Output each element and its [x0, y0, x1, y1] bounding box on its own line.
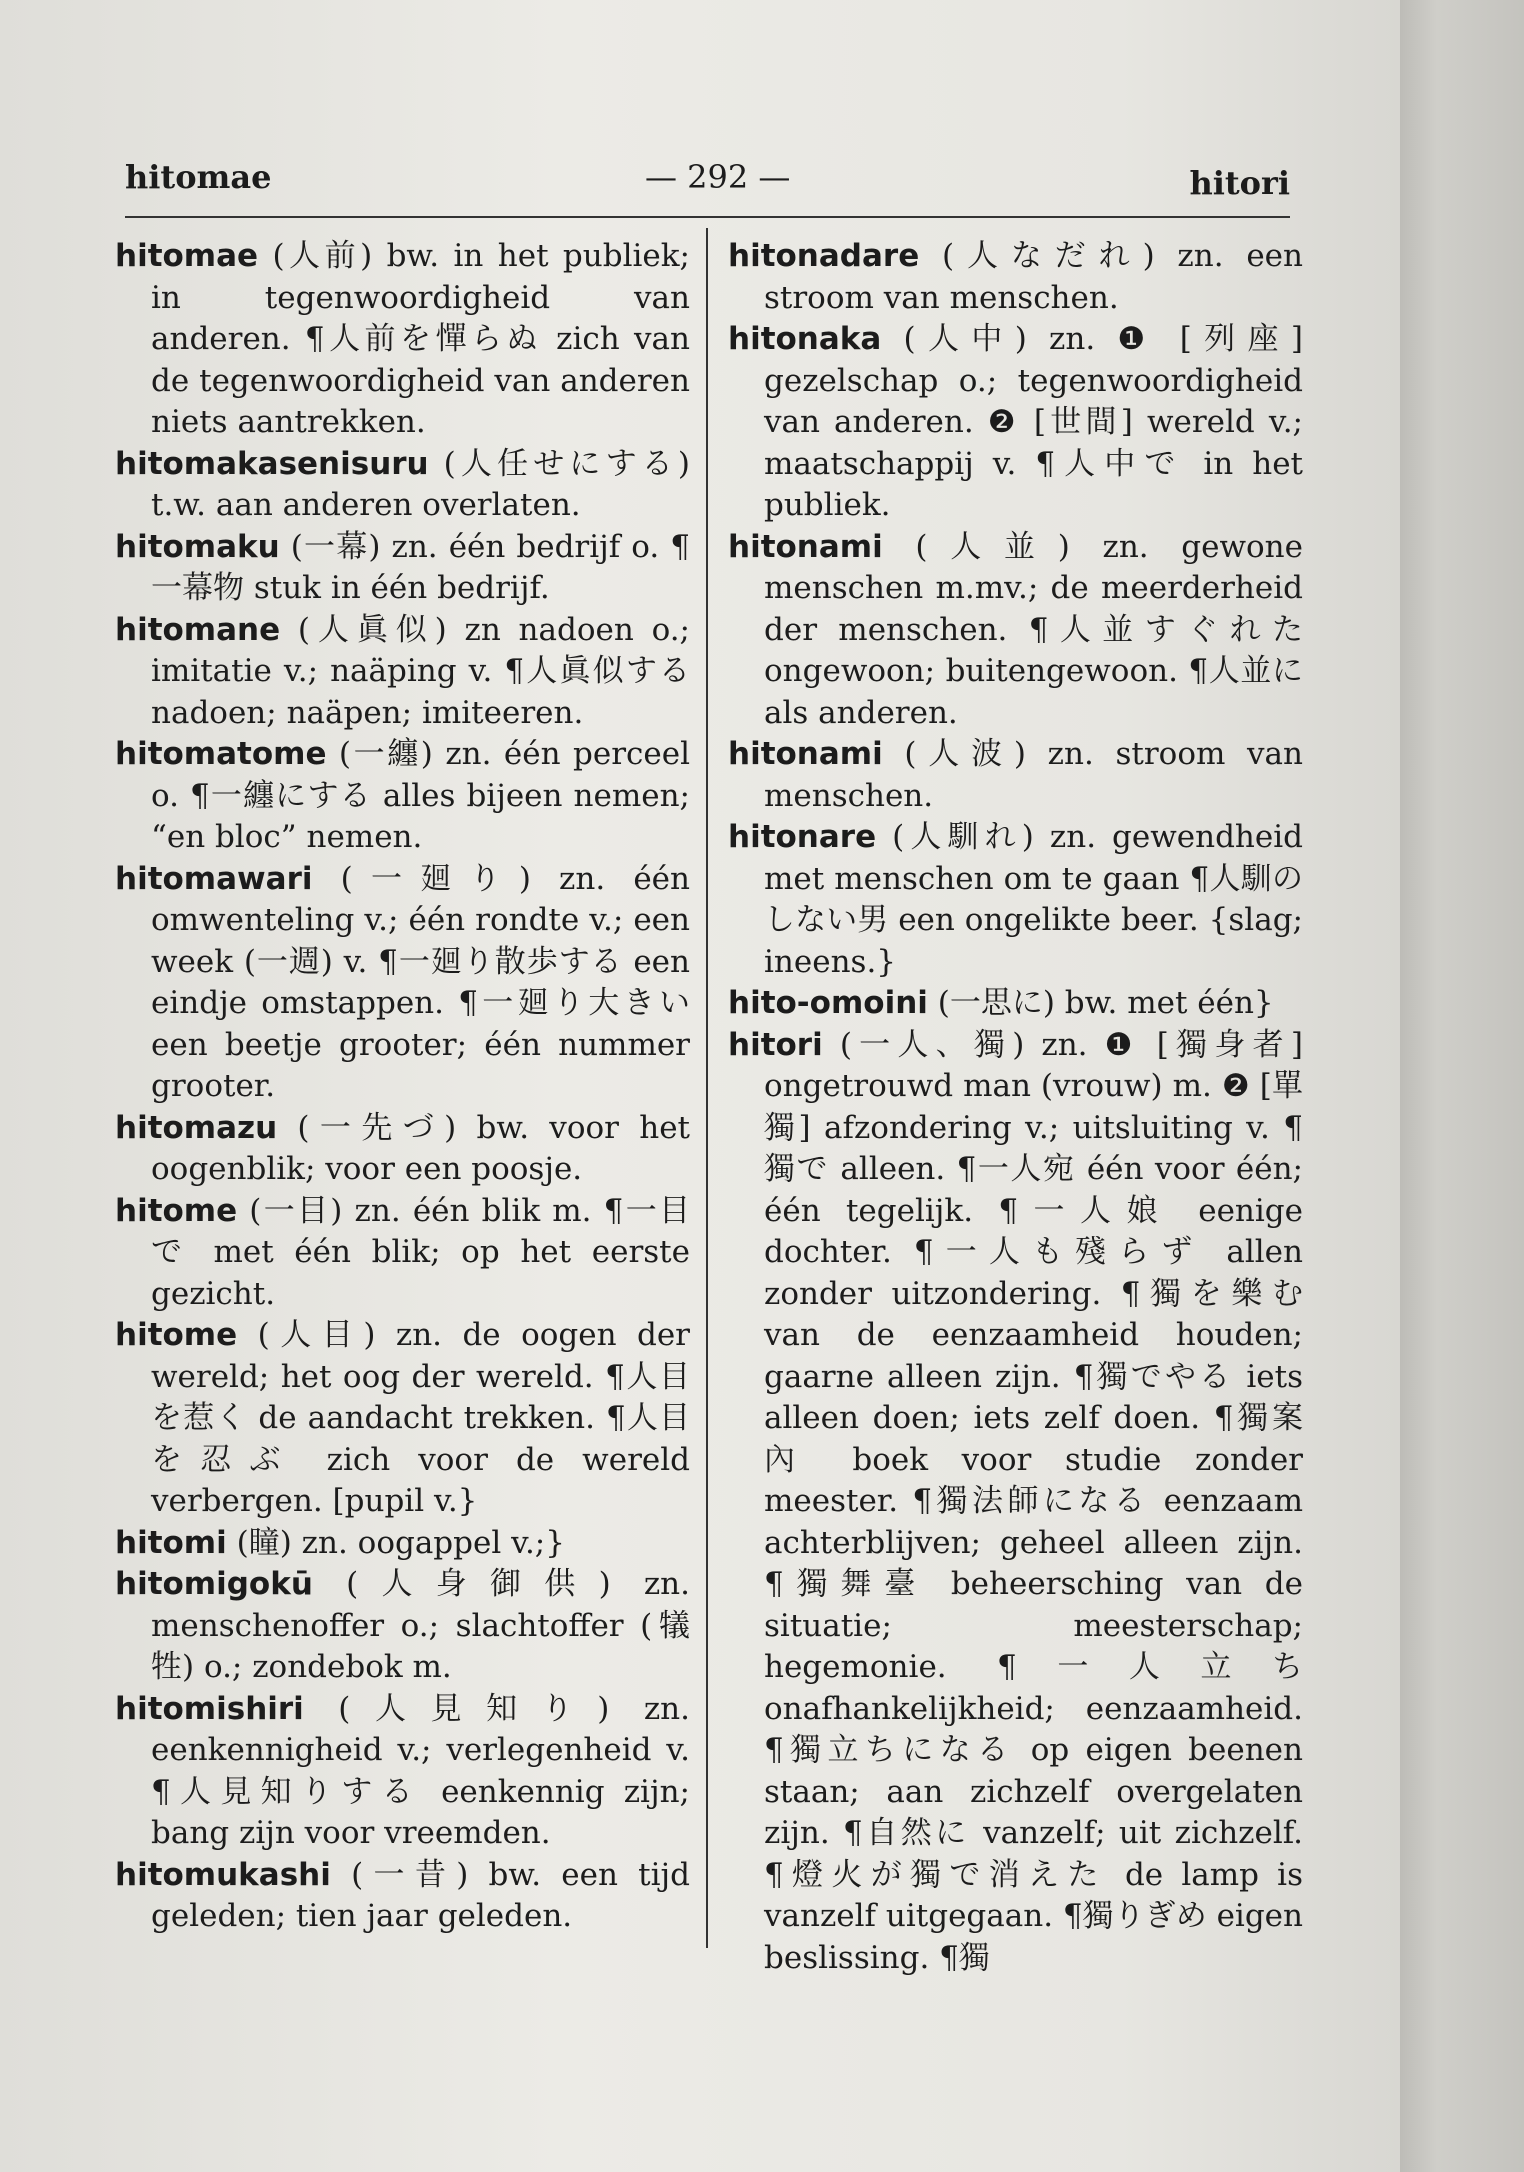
- running-header: [125, 150, 1290, 200]
- definition: (人眞似) zn nadoen o.; imitatie v.; naäping v. ¶人眞似する nadoen; naäpen; imiteeren.: [151, 611, 690, 731]
- entry-hitomane: [115, 610, 690, 735]
- left-guide-word: hitomae: [125, 158, 272, 196]
- definition: (一思に) bw. met één}: [927, 985, 1274, 1021]
- definition: (人波) zn. stroom van menschen.: [764, 736, 1303, 814]
- definition: (一昔) bw. een tijd geleden; tien jaar geleden.: [151, 1856, 690, 1934]
- headword: hitomatome: [115, 736, 327, 772]
- column-divider: [706, 228, 708, 1948]
- definition: (人身御供) zn. menschenoffer o.; slachtoffer (犠牲) o.; zondebok m.: [151, 1566, 690, 1685]
- headword: hitomaku: [115, 528, 280, 565]
- headword: hitonami: [728, 528, 883, 565]
- definition: (人任せにする) t.w. aan anderen overlaten.: [151, 445, 690, 523]
- definition: (瞳) zn. oogappel v.;}: [226, 1524, 565, 1561]
- headword: hitomawari: [115, 860, 313, 897]
- headword: hitomazu: [115, 1109, 278, 1146]
- definition: (一廻り) zn. één omwenteling v.; één rondte v.; een week (一週) v. ¶一廻り散歩する een eindje omstappen. ¶一廻り大きい een beetje grooter; één nummer grooter.: [151, 860, 690, 1104]
- definition: (人馴れ) zn. gewendheid met menschen om te gaan ¶人馴のしない男 een ongelikte beer. {slag; ineens.}: [764, 819, 1303, 980]
- headword: hitomane: [115, 611, 281, 648]
- headword: hitomigokū: [115, 1566, 313, 1602]
- entry-hitonadare: [728, 236, 1303, 319]
- headword: hitomishiri: [115, 1690, 304, 1727]
- headword: hitonaka: [728, 321, 882, 357]
- entry-hitori: [728, 1025, 1303, 1980]
- right-guide-word: hitori: [1189, 164, 1290, 202]
- entry-hitomaku: [115, 527, 690, 610]
- entry-hitomazu: [115, 1108, 690, 1191]
- entry-hitomakasenisuru: [115, 444, 690, 527]
- entry-hitomawari: [115, 859, 690, 1108]
- headword: hitomakasenisuru: [115, 445, 429, 482]
- entry-hitonare: [728, 817, 1303, 983]
- header-rule: [125, 216, 1290, 218]
- entry-hitomigoku: [115, 1564, 690, 1689]
- headword: hito-omoini: [728, 985, 928, 1021]
- entry-hitomishiri: [115, 1689, 690, 1855]
- entry-hitome-1: [115, 1191, 690, 1316]
- definition: (人なだれ) zn. een stroom van menschen.: [764, 238, 1303, 316]
- right-column: [728, 236, 1303, 1979]
- entry-hitomatome: [115, 734, 690, 859]
- entry-hitonami-2: [728, 734, 1303, 817]
- headword: hitomukashi: [115, 1856, 331, 1893]
- definition: (人前) bw. in het publiek; in tegenwoordigheid van anderen. ¶人前を憚らぬ zich van de tegenwoordigheid van anderen niets aantrekken.: [151, 238, 690, 440]
- definition: (一纏) zn. één perceel o. ¶一纏にする alles bijeen nemen; “en bloc” nemen.: [151, 736, 690, 855]
- definition: (一先づ) bw. voor het oogenblik; voor een poosje.: [151, 1109, 690, 1187]
- headword: hitomae: [115, 238, 259, 274]
- definition: (人並) zn. gewone menschen m.mv.; de meerderheid der menschen. ¶人並すぐれた ongewoon; buitengewoon. ¶人並に als anderen.: [764, 528, 1303, 731]
- definition: (一目) zn. één blik m. ¶一目で met één blik; op het eerste gezicht.: [151, 1192, 690, 1312]
- entry-hitomukashi: [115, 1855, 690, 1938]
- headword: hitomi: [115, 1524, 227, 1561]
- headword: hitome: [115, 1192, 238, 1229]
- entry-hitomae: [115, 236, 690, 444]
- definition: (人見知り) zn. eenkennigheid v.; verlegenheid v. ¶人見知りする eenkennig zijn; bang zijn voor vreemden.: [151, 1690, 690, 1851]
- headword: hitonami: [728, 736, 883, 772]
- page-number: — 292 —: [645, 158, 791, 196]
- headword: hitonadare: [728, 238, 920, 274]
- page-edge: [1400, 0, 1524, 2172]
- definition: (人目) zn. de oogen der wereld; het oog der wereld. ¶人目を惹く de aandacht trekken. ¶人目を忍ぶ zich voor de wereld verbergen. [pupil v.}: [151, 1317, 690, 1519]
- definition: (一幕) zn. één bedrijf o. ¶一幕物 stuk in één bedrijf.: [151, 528, 690, 606]
- entry-hitome-2: [115, 1315, 690, 1523]
- entry-hitonaka: [728, 319, 1303, 527]
- definition: (一人、獨) zn. ❶ [獨身者] ongetrouwd man (vrouw) m. ❷ [單獨] afzondering v.; uitsluiting v. ¶獨で alleen. ¶一人宛 één voor één; één tegelijk. ¶一人娘 eenige dochter. ¶一人も殘らず allen zonder uitzondering. ¶獨を樂む van de eenzaamheid houden; gaarne alleen zijn. ¶獨でやる iets alleen doen; iets zelf doen. ¶獨案內 boek voor studie zonder meester. ¶獨法師になる eenzaam achterblijven; geheel alleen zijn. ¶獨舞臺 beheersching van de situatie; meesterschap; hegemonie. ¶一人立ち onafhankelijkheid; eenzaamheid. ¶獨立ちになる op eigen beenen staan; aan zichzelf overgelaten zijn. ¶自然に vanzelf; uit zichzelf. ¶燈火が獨で消えた de lamp is vanzelf uitgegaan. ¶獨りぎめ eigen beslissing. ¶獨: [764, 1026, 1303, 1976]
- headword: hitori: [728, 1026, 823, 1063]
- entry-hito-omoini: [728, 983, 1303, 1025]
- headword: hitome: [115, 1317, 238, 1353]
- definition: (人中) zn. ❶ [列座] gezelschap o.; tegenwoordigheid van anderen. ❷ [世間] wereld v.; maatschappij v. ¶人中で in het publiek.: [764, 321, 1303, 523]
- entry-hitomi: [115, 1523, 690, 1565]
- left-column: [115, 236, 690, 1938]
- entry-hitonami-1: [728, 527, 1303, 735]
- headword: hitonare: [728, 819, 877, 855]
